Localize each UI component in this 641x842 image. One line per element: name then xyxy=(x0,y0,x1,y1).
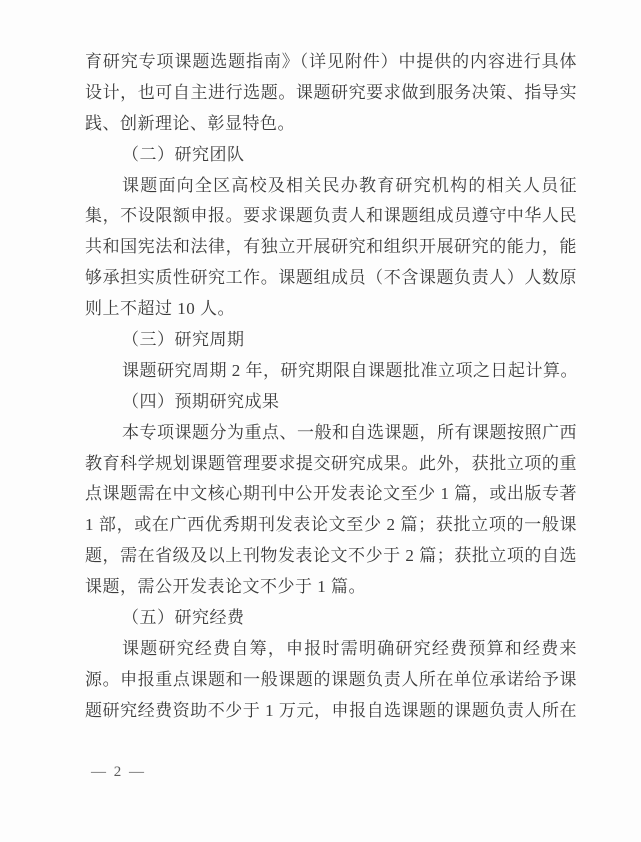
text-line: 1 部，或在广西优秀期刊发表论文至少 2 篇；获批立项的一般课 xyxy=(85,515,577,535)
document-body xyxy=(85,47,577,727)
text-line: 共和国宪法和法律，有独立开展研究和组织开展研究的能力，能 xyxy=(85,237,577,257)
page-number: — 2 — xyxy=(91,764,146,780)
text-line: 课题，需公开发表论文不少于 1 篇。 xyxy=(85,577,366,597)
text-line: 践、创新理论、彰显特色。 xyxy=(85,113,295,133)
text-line: 集，不设限额申报。要求课题负责人和课题组成员遵守中华人民 xyxy=(85,206,577,226)
text-line: 课题研究经费自筹，申报时需明确研究经费预算和经费来 xyxy=(122,638,577,658)
text-line: 课题研究周期 2 年，研究期限自课题批准立项之日起计算。 xyxy=(122,360,578,380)
text-line: 题，需在省级及以上刊物发表论文不少于 2 篇；获批立项的自选 xyxy=(85,546,577,566)
text-line: 则上不超过 10 人。 xyxy=(85,299,235,319)
text-line: 点课题需在中文核心期刊中公开发表论文至少 1 篇，或出版专著 xyxy=(85,484,577,504)
section-heading: （三）研究周期 xyxy=(122,330,245,350)
text-line: 育研究专项课题选题指南》（详见附件）中提供的内容进行具体 xyxy=(85,52,577,71)
section-heading: （五）研究经费 xyxy=(122,608,245,628)
section-heading: （四）预期研究成果 xyxy=(122,391,280,411)
text-line: 教育科学规划课题管理要求提交研究成果。此外，获批立项的重 xyxy=(85,453,577,473)
text-line: 设计，也可自主进行选题。课题研究要求做到服务决策、指导实 xyxy=(85,82,577,102)
text-line: 源。申报重点课题和一般课题的课题负责人所在单位承诺给予课 xyxy=(85,669,577,689)
text-line: 够承担实质性研究工作。课题组成员（不含课题负责人）人数原 xyxy=(85,268,577,288)
section-heading: （二）研究团队 xyxy=(122,144,245,164)
text-line: 题研究经费资助不少于 1 万元，申报自选课题的课题负责人所在 xyxy=(85,700,577,720)
text-line: 课题面向全区高校及相关民办教育研究机构的相关人员征 xyxy=(122,175,577,195)
text-line: 本专项课题分为重点、一般和自选课题，所有课题按照广西 xyxy=(122,422,577,442)
